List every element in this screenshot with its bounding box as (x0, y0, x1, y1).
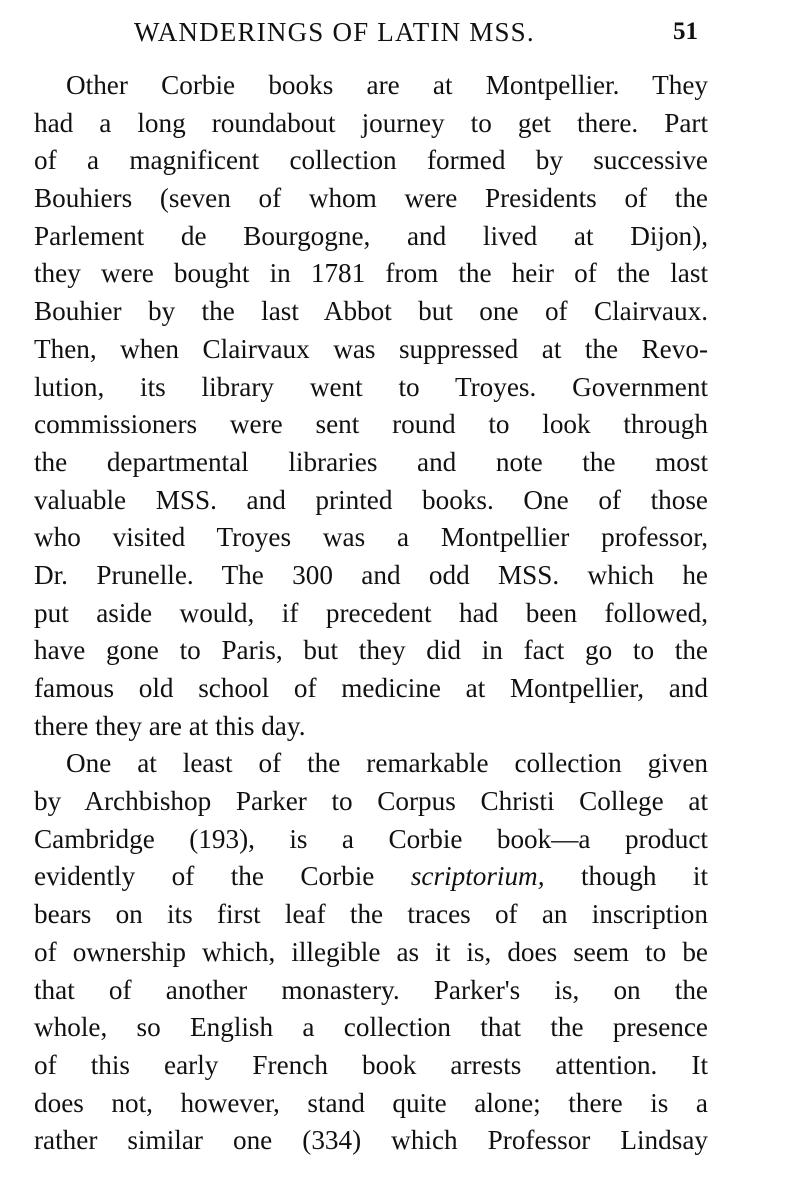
text-line: Parlement de Bourgogne, and lived at Dijon), (34, 220, 708, 251)
text-line: famous old school of medicine at Montpellier, and (34, 673, 708, 703)
text-fragment: evidently of the Corbie (34, 861, 375, 892)
text-line: One at least of the remarkable collection given (66, 748, 708, 779)
text-line: of this early French book arrests attention. It (34, 1049, 708, 1080)
text-line: rather similar one (334) which Professor Lindsay (34, 1125, 708, 1156)
paragraph-2 (34, 745, 708, 1160)
text-line: Then, when Clairvaux was suppressed at the Revo- (34, 333, 708, 364)
text-line: valuable MSS. and printed books. One of those (34, 484, 708, 515)
text-line: put aside would, if precedent had been followed, (34, 597, 708, 628)
text-line: by Archbishop Parker to Corpus Christi College at (34, 786, 708, 817)
text-line (34, 858, 708, 896)
text-line: Cambridge (193), is a Corbie book—a product (34, 823, 708, 854)
text-line: Dr. Prunelle. The 300 and odd MSS. which he (34, 559, 708, 590)
text-line: who visited Troyes was a Montpellier professor, (34, 522, 708, 553)
running-title: WANDERINGS OF LATIN MSS. (134, 17, 535, 47)
text-line: Other Corbie books are at Montpellier. They (66, 70, 708, 100)
italic-word: scriptorium, (410, 861, 545, 892)
text-line: does not, however, stand quite alone; there is a (34, 1087, 708, 1118)
text-line: commissioners were sent round to look through (34, 409, 708, 440)
text-fragment: though it (580, 861, 708, 892)
page-number: 51 (673, 18, 698, 45)
text-line: there they are at this day. (34, 710, 306, 741)
paragraph-1 (34, 67, 708, 745)
text-line: Bouhiers (seven of whom were Presidents of the (34, 183, 708, 214)
text-line: they were bought in 1781 from the heir of the last (34, 258, 708, 289)
text-line: of a magnificent collection formed by successive (34, 145, 708, 176)
text-line: have gone to Paris, but they did in fact go to the (34, 635, 708, 666)
running-head (34, 14, 708, 50)
text-line: that of another monastery. Parker's is, on the (34, 974, 708, 1005)
text-line: lution, its library went to Troyes. Government (34, 371, 708, 402)
text-line: whole, so English a collection that the presence (34, 1012, 708, 1043)
body-text (34, 67, 708, 1160)
text-line: Bouhier by the last Abbot but one of Clairvaux. (34, 296, 708, 327)
text-line: had a long roundabout journey to get there. Part (34, 107, 708, 138)
text-line: of ownership which, illegible as it is, does seem to be (34, 936, 708, 967)
text-line: the departmental libraries and note the most (34, 446, 708, 477)
text-line: bears on its first leaf the traces of an inscription (34, 899, 708, 930)
